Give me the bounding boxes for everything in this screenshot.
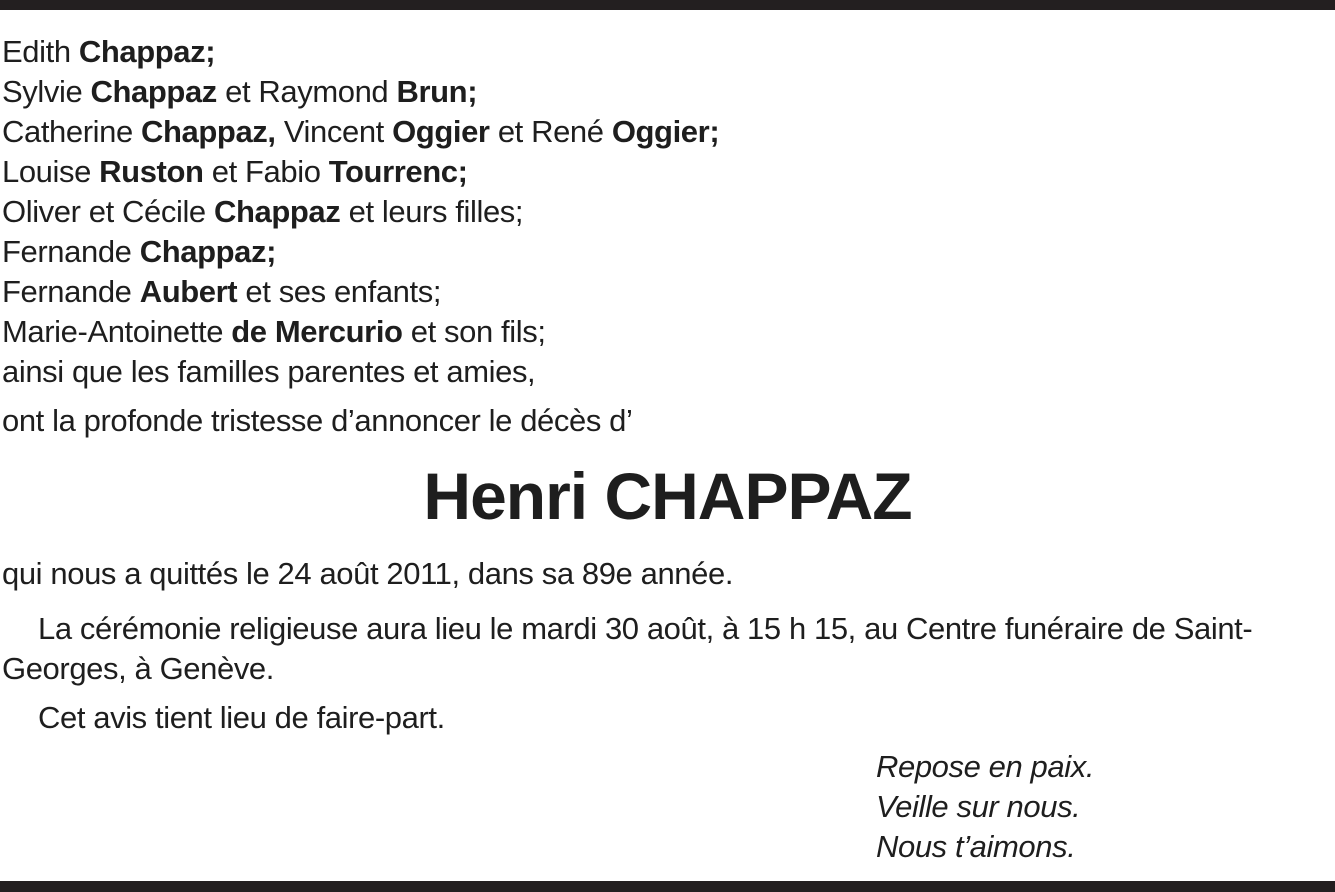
- family-given-text: et Raymond: [216, 74, 397, 109]
- announcement-text: ont la profonde tristesse d’annoncer le décès d’: [2, 403, 633, 438]
- family-surname: Oggier: [392, 114, 490, 149]
- family-surname: Oggier;: [611, 114, 720, 149]
- ceremony-text: La cérémonie religieuse aura lieu le mardi 30 août, à 15 h 15, au Centre funéraire de Saint-Georges, à Genève.: [2, 611, 1253, 686]
- top-rule: [0, 0, 1335, 10]
- family-given-text: Fernande: [2, 234, 140, 269]
- family-given-text: et René: [489, 114, 612, 149]
- family-surname: Chappaz,: [141, 114, 276, 149]
- notice-text: Cet avis tient lieu de faire-part.: [38, 700, 445, 735]
- family-line: [2, 272, 1322, 312]
- family-surname: de Mercurio: [231, 314, 403, 349]
- family-surname: Aubert: [139, 274, 238, 309]
- family-surname: Chappaz: [90, 74, 217, 109]
- family-given-text: ainsi que les familles parentes et amies,: [2, 354, 536, 389]
- family-given-text: Fernande: [2, 274, 140, 309]
- family-given-text: Vincent: [275, 114, 393, 149]
- family-surname: Chappaz;: [139, 234, 277, 269]
- family-line: [2, 312, 1322, 352]
- family-given-text: Edith: [2, 34, 79, 69]
- family-line: [2, 112, 1322, 152]
- family-given-text: Oliver et Cécile: [2, 194, 214, 229]
- family-given-text: Sylvie: [2, 74, 91, 109]
- family-surname: Brun;: [396, 74, 478, 109]
- closing-line: Nous t’aimons.: [876, 829, 1076, 864]
- family-given-text: Louise: [2, 154, 100, 189]
- family-list: [2, 32, 1322, 392]
- family-given-text: Catherine: [2, 114, 142, 149]
- deceased-name: Henri CHAPPAZ: [423, 459, 912, 533]
- family-surname: Ruston: [99, 154, 204, 189]
- family-line: [2, 32, 1322, 72]
- family-surname: Tourrenc;: [328, 154, 468, 189]
- family-line: [2, 232, 1322, 272]
- closing-words: [876, 747, 1094, 867]
- family-line: [2, 352, 1322, 392]
- family-given-text: et Fabio: [203, 154, 329, 189]
- family-line: [2, 192, 1322, 232]
- family-surname: Chappaz: [214, 194, 341, 229]
- closing-line: Repose en paix.: [876, 749, 1095, 784]
- family-given-text: et leurs filles;: [340, 194, 524, 229]
- closing-line: Veille sur nous.: [876, 789, 1081, 824]
- family-line: [2, 72, 1322, 112]
- ceremony-paragraph: [2, 609, 1332, 689]
- bottom-rule: [0, 881, 1335, 892]
- passed-away-text: qui nous a quittés le 24 août 2011, dans sa 89e année.: [2, 556, 734, 591]
- family-line: [2, 152, 1322, 192]
- family-given-text: et ses enfants;: [237, 274, 442, 309]
- family-surname: Chappaz;: [78, 34, 216, 69]
- notice-paragraph: [2, 698, 1332, 738]
- family-given-text: Marie-Antoinette: [2, 314, 232, 349]
- family-given-text: et son fils;: [402, 314, 546, 349]
